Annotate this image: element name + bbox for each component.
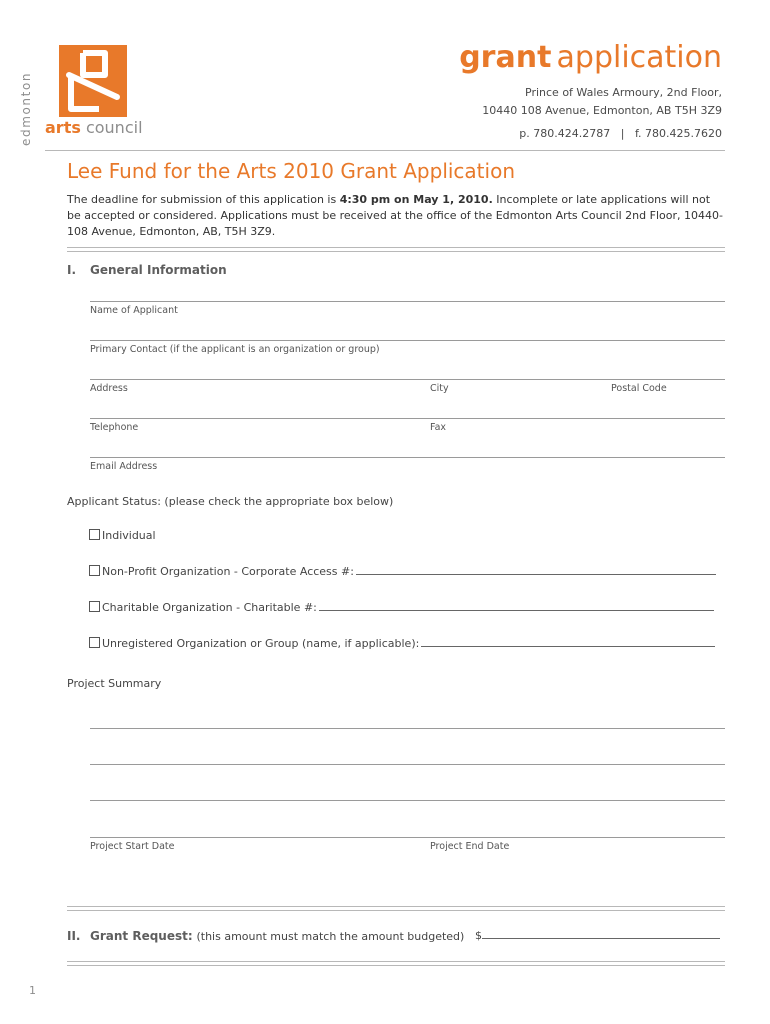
- email-label: Email Address: [90, 461, 158, 472]
- city-label: City: [430, 383, 449, 394]
- section2-heading: [90, 929, 464, 943]
- address-line-2: 10440 108 Avenue, Edmonton, AB T5H 3Z9: [482, 104, 722, 117]
- contact-numbers: [519, 127, 722, 140]
- grant-amount-line[interactable]: [482, 937, 720, 939]
- intro-deadline: 4:30 pm on May 1, 2010.: [339, 193, 493, 206]
- name-of-applicant-label: Name of Applicant: [90, 305, 178, 316]
- intro-text-after: Incomplete or late applications will not be accepted or considered. Applications must be received at the office of the Edmonton Arts Council 2nd Floor, 10440-108 Avenue, Edmonton, AB, T5H 3Z9.: [67, 193, 723, 238]
- intro-text-before: The deadline for submission of this application is: [67, 193, 340, 206]
- applicant-status-label: Applicant Status: (please check the appropriate box below): [67, 495, 394, 508]
- status-option-individual[interactable]: [89, 529, 169, 542]
- project-start-date-label: Project Start Date: [90, 841, 175, 852]
- project-summary-label: Project Summary: [67, 677, 162, 690]
- logo-council: council: [85, 118, 143, 137]
- contact-separator: |: [620, 127, 625, 140]
- title-grant: grant: [459, 40, 552, 75]
- email-line[interactable]: [90, 457, 725, 458]
- name-of-applicant-line[interactable]: [90, 301, 725, 302]
- section1-title: General Information: [90, 263, 227, 277]
- corporate-access-number-line[interactable]: [356, 573, 716, 575]
- address-line[interactable]: [90, 379, 725, 380]
- status-option-unregistered[interactable]: [89, 637, 715, 650]
- primary-contact-line[interactable]: [90, 340, 725, 341]
- project-end-date-label: Project End Date: [430, 841, 510, 852]
- section2-top-divider: [67, 906, 725, 911]
- section2-bottom-divider: [67, 961, 725, 966]
- status-option-non-profit[interactable]: [89, 565, 716, 578]
- unregistered-label: Unregistered Organization or Group (name, if applicable):: [102, 637, 420, 650]
- document-title: Lee Fund for the Arts 2010 Grant Application: [67, 159, 515, 183]
- logo-city-text: edmonton: [19, 71, 33, 146]
- logo-mark: [59, 45, 127, 117]
- phone-number: p. 780.424.2787: [519, 127, 611, 140]
- section1-divider: [67, 247, 725, 252]
- section2-number: II.: [67, 929, 81, 943]
- section2-note: (this amount must match the amount budgeted): [196, 930, 465, 943]
- fax-label: Fax: [430, 422, 447, 433]
- title-application: application: [556, 40, 722, 75]
- unregistered-name-line[interactable]: [421, 645, 715, 647]
- address-label: Address: [90, 383, 128, 394]
- project-dates-line[interactable]: [90, 837, 725, 838]
- project-summary-line-3[interactable]: [90, 800, 725, 801]
- logo-wordmark: [45, 118, 143, 137]
- address-line-1: Prince of Wales Armoury, 2nd Floor,: [525, 86, 722, 99]
- telephone-line[interactable]: [90, 418, 725, 419]
- non-profit-label: Non-Profit Organization - Corporate Access #:: [102, 565, 354, 578]
- non-profit-checkbox[interactable]: [89, 565, 100, 576]
- charitable-checkbox[interactable]: [89, 601, 100, 612]
- section2-title: Grant Request:: [90, 929, 193, 943]
- postal-code-label: Postal Code: [611, 383, 667, 394]
- primary-contact-label: Primary Contact (if the applicant is an organization or group): [90, 344, 380, 355]
- currency-symbol: $: [475, 929, 482, 942]
- individual-checkbox[interactable]: [89, 529, 100, 540]
- fax-number: f. 780.425.7620: [634, 127, 722, 140]
- grant-amount-field[interactable]: [475, 929, 720, 942]
- intro-paragraph: [67, 192, 727, 240]
- section1-number: I.: [67, 263, 77, 277]
- header-title: [459, 40, 722, 75]
- project-summary-line-1[interactable]: [90, 728, 725, 729]
- status-option-charitable[interactable]: [89, 601, 714, 614]
- page-number: 1: [29, 984, 36, 997]
- header-divider: [45, 150, 725, 151]
- telephone-label: Telephone: [90, 422, 139, 433]
- charitable-label: Charitable Organization - Charitable #:: [102, 601, 317, 614]
- logo-arts: arts: [45, 118, 81, 137]
- unregistered-checkbox[interactable]: [89, 637, 100, 648]
- charitable-number-line[interactable]: [319, 609, 714, 611]
- project-summary-line-2[interactable]: [90, 764, 725, 765]
- individual-label: Individual: [102, 529, 156, 542]
